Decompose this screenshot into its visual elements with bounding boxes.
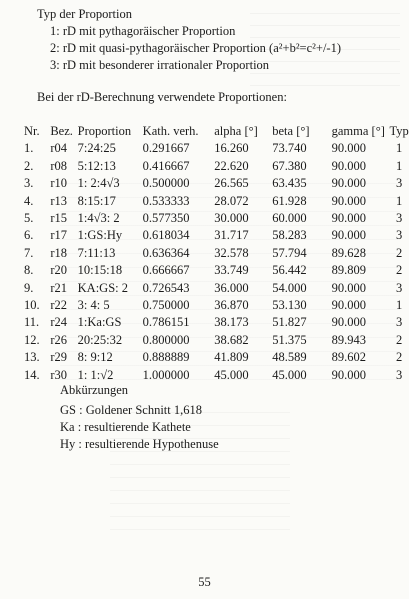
cell-kath-verh: 0.577350 — [142, 211, 190, 226]
cell-gamma: 90.000 — [331, 315, 366, 330]
cell-typ: 2 — [395, 350, 403, 365]
cell-alpha: 30.000 — [214, 211, 249, 226]
cell-nr: 11. — [24, 315, 40, 330]
typ-item-2: 2: rD mit quasi-pythagoräischer Proportion (a²+b²=c²+/-1) — [50, 41, 342, 55]
cell-proportion: 8: 9:12 — [77, 350, 113, 365]
header-proportion: Proportion — [77, 124, 132, 138]
cell-nr: 3. — [24, 176, 34, 191]
typ-item-3: 3: rD mit besonderer irrationaler Proportion — [50, 58, 270, 72]
cell-bez: r15 — [50, 211, 67, 226]
cell-kath-verh: 0.636364 — [142, 245, 190, 260]
cell-nr: 14. — [24, 367, 40, 382]
cell-beta: 45.000 — [272, 367, 307, 382]
cell-typ: 2 — [395, 332, 403, 347]
cell-alpha: 28.072 — [214, 193, 249, 208]
cell-alpha: 32.578 — [214, 245, 249, 260]
cell-bez: r18 — [50, 245, 67, 260]
cell-typ: 2 — [395, 245, 403, 260]
cell-beta: 60.000 — [272, 211, 307, 226]
table-row — [24, 175, 409, 192]
cell-nr: 5. — [24, 211, 34, 226]
cell-kath-verh: 0.666667 — [142, 263, 190, 278]
cell-bez: r22 — [50, 298, 67, 313]
cell-gamma: 89.602 — [331, 350, 366, 365]
cell-typ: 3 — [395, 280, 403, 295]
cell-nr: 1. — [24, 141, 34, 156]
abk-item-ka: Ka : resultierende Kathete — [60, 420, 191, 434]
cell-alpha: 38.682 — [214, 332, 249, 347]
table-header-row — [24, 123, 409, 140]
cell-alpha: 36.870 — [214, 298, 249, 313]
header-bez: Bez. — [50, 124, 73, 138]
cell-nr: 6. — [24, 228, 34, 243]
cell-gamma: 90.000 — [331, 298, 366, 313]
cell-gamma: 90.000 — [331, 176, 366, 191]
cell-alpha: 16.260 — [214, 141, 249, 156]
cell-alpha: 41.809 — [214, 350, 249, 365]
table-body — [24, 140, 409, 384]
cell-proportion: 7:24:25 — [77, 141, 116, 156]
cell-nr: 13. — [24, 350, 40, 365]
cell-typ: 1 — [395, 158, 403, 173]
cell-kath-verh: 0.750000 — [142, 298, 190, 313]
page-number: 55 — [198, 575, 211, 589]
cell-gamma: 90.000 — [331, 228, 366, 243]
cell-typ: 3 — [395, 228, 403, 243]
cell-proportion: 10:15:18 — [77, 263, 123, 278]
cell-beta: 54.000 — [272, 280, 307, 295]
table-row — [24, 158, 409, 175]
table-row — [24, 140, 409, 157]
cell-bez: r24 — [50, 315, 67, 330]
header-alpha: alpha [°] — [214, 124, 258, 138]
cell-typ: 1 — [395, 298, 403, 313]
cell-proportion: 1:GS:Hy — [77, 228, 123, 243]
cell-nr: 4. — [24, 193, 34, 208]
cell-gamma: 89.809 — [331, 263, 366, 278]
cell-typ: 3 — [395, 315, 403, 330]
cell-bez: r26 — [50, 332, 67, 347]
cell-beta: 73.740 — [272, 141, 307, 156]
cell-bez: r29 — [50, 350, 67, 365]
table-row — [24, 332, 409, 349]
cell-typ: 2 — [395, 263, 403, 278]
table-row — [24, 262, 409, 279]
cell-kath-verh: 0.726543 — [142, 280, 190, 295]
header-beta: beta [°] — [272, 124, 310, 138]
cell-proportion: 1:Ka:GS — [77, 315, 122, 330]
typ-item-1: 1: rD mit pythagoräischer Proportion — [50, 24, 236, 38]
cell-alpha: 31.717 — [214, 228, 249, 243]
cell-beta: 51.827 — [272, 315, 307, 330]
cell-alpha: 22.620 — [214, 158, 249, 173]
cell-beta: 51.375 — [272, 332, 307, 347]
cell-bez: r04 — [50, 141, 67, 156]
cell-kath-verh: 0.291667 — [142, 141, 190, 156]
cell-nr: 2. — [24, 158, 34, 173]
header-kath-verh: Kath. verh. — [142, 124, 199, 138]
table-row — [24, 210, 409, 227]
cell-nr: 9. — [24, 280, 34, 295]
cell-bez: r30 — [50, 367, 67, 382]
cell-proportion: 8:15:17 — [77, 193, 116, 208]
cell-kath-verh: 1.000000 — [142, 367, 190, 382]
cell-beta: 48.589 — [272, 350, 307, 365]
proportion-table — [24, 123, 409, 384]
cell-bez: r21 — [50, 280, 67, 295]
cell-proportion: 1:4√3: 2 — [77, 211, 120, 226]
cell-bez: r20 — [50, 263, 67, 278]
cell-typ: 1 — [395, 193, 403, 208]
cell-bez: r08 — [50, 158, 67, 173]
cell-proportion: 1: 1:√2 — [77, 367, 114, 382]
header-nr: Nr. — [24, 124, 40, 138]
cell-kath-verh: 0.786151 — [142, 315, 190, 330]
cell-beta: 67.380 — [272, 158, 307, 173]
table-intro: Bei der rD-Berechnung verwendete Proportionen: — [37, 90, 287, 104]
cell-gamma: 89.628 — [331, 245, 366, 260]
abk-list — [60, 402, 219, 453]
cell-proportion: KA:GS: 2 — [77, 280, 129, 295]
abk-item-gs: GS : Goldener Schnitt 1,618 — [60, 403, 203, 417]
cell-proportion: 7:11:13 — [77, 245, 116, 260]
cell-proportion: 3: 4: 5 — [77, 298, 110, 313]
cell-kath-verh: 0.533333 — [142, 193, 190, 208]
cell-gamma: 90.000 — [331, 280, 366, 295]
cell-alpha: 45.000 — [214, 367, 249, 382]
cell-gamma: 90.000 — [331, 367, 366, 382]
table-row — [24, 349, 409, 366]
cell-bez: r13 — [50, 193, 67, 208]
header-typ: Typ — [389, 124, 409, 138]
cell-typ: 3 — [395, 367, 403, 382]
abk-item-hy: Hy : resultierende Hypothenuse — [60, 437, 219, 451]
cell-gamma: 90.000 — [331, 158, 366, 173]
cell-proportion: 1: 2:4√3 — [77, 176, 120, 191]
table-row — [24, 367, 409, 384]
cell-typ: 1 — [395, 141, 403, 156]
cell-beta: 58.283 — [272, 228, 307, 243]
cell-nr: 7. — [24, 245, 34, 260]
cell-kath-verh: 0.618034 — [142, 228, 190, 243]
cell-beta: 56.442 — [272, 263, 307, 278]
cell-beta: 57.794 — [272, 245, 307, 260]
cell-alpha: 38.173 — [214, 315, 249, 330]
cell-bez: r17 — [50, 228, 67, 243]
cell-kath-verh: 0.800000 — [142, 332, 190, 347]
cell-beta: 63.435 — [272, 176, 307, 191]
cell-typ: 3 — [395, 211, 403, 226]
cell-alpha: 26.565 — [214, 176, 249, 191]
cell-proportion: 5:12:13 — [77, 158, 116, 173]
cell-nr: 12. — [24, 332, 40, 347]
cell-proportion: 20:25:32 — [77, 332, 123, 347]
cell-alpha: 33.749 — [214, 263, 249, 278]
cell-alpha: 36.000 — [214, 280, 249, 295]
table-row — [24, 245, 409, 262]
cell-bez: r10 — [50, 176, 67, 191]
table-row — [24, 297, 409, 314]
cell-typ: 3 — [395, 176, 403, 191]
cell-gamma: 90.000 — [331, 193, 366, 208]
typ-list — [50, 23, 341, 74]
cell-nr: 10. — [24, 298, 40, 313]
cell-gamma: 89.943 — [331, 332, 366, 347]
table-row — [24, 193, 409, 210]
cell-gamma: 90.000 — [331, 211, 366, 226]
cell-gamma: 90.000 — [331, 141, 366, 156]
cell-nr: 8. — [24, 263, 34, 278]
typ-heading: Typ der Proportion — [37, 7, 132, 21]
header-gamma: gamma [°] — [331, 124, 385, 138]
table-row — [24, 280, 409, 297]
cell-kath-verh: 0.500000 — [142, 176, 190, 191]
cell-beta: 61.928 — [272, 193, 307, 208]
cell-kath-verh: 0.416667 — [142, 158, 190, 173]
cell-kath-verh: 0.888889 — [142, 350, 190, 365]
table-row — [24, 314, 409, 331]
abk-heading: Abkürzungen — [60, 383, 129, 397]
cell-beta: 53.130 — [272, 298, 307, 313]
table-row — [24, 227, 409, 244]
